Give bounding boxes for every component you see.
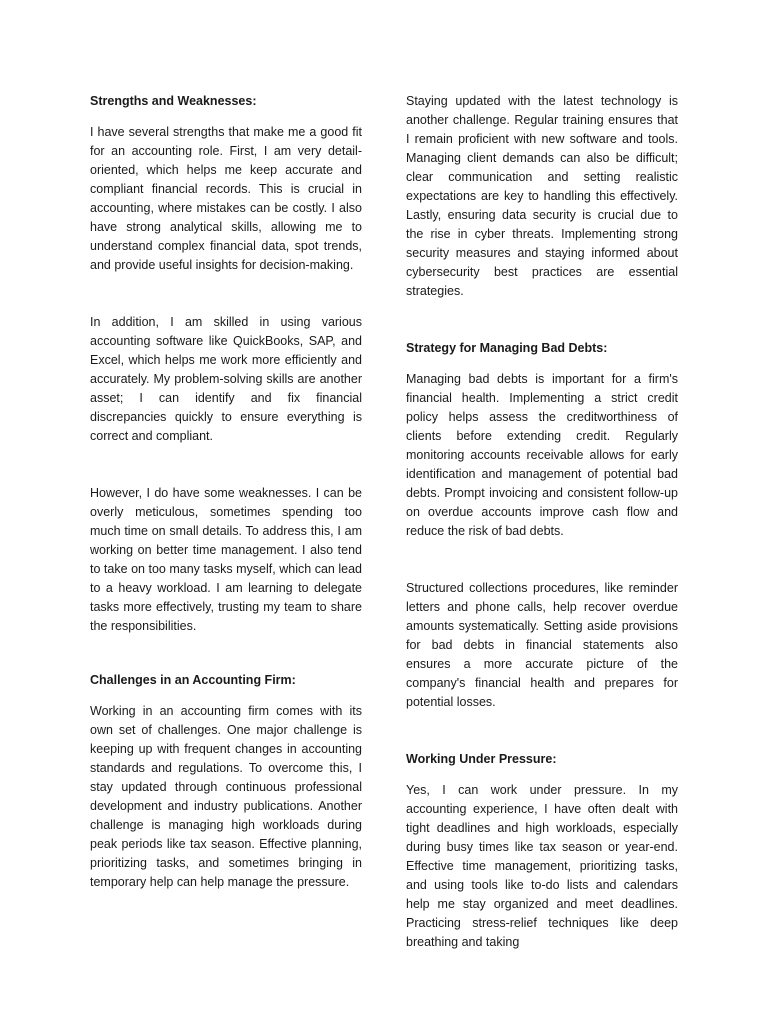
strengths-paragraph-2: In addition, I am skilled in using various accounting software like QuickBooks, SAP, and Excel, which helps me work more efficiently and accurately. My problem-solving skills are another asset; I can identify and fix financial discrepancies quickly to ensure everything is correct and compliant. [90, 315, 362, 443]
bad-debts-heading: Strategy for Managing Bad Debts: [406, 341, 608, 355]
strengths-heading: Strengths and Weaknesses: [90, 94, 257, 108]
challenges-continued-paragraph: Staying updated with the latest technology is another challenge. Regular training ensures that I remain proficient with new software and tools. Managing client demands can also be difficult; clear communication and setting realistic expectations are key to handling this effectively. Lastly, ensuring data security is crucial due to the rise in cyber threats. Implementing strong security measures and staying informed about cybersecurity best practices are essential strategies. [406, 94, 678, 298]
spacer [90, 275, 362, 313]
spacer [406, 541, 678, 579]
challenges-heading: Challenges in an Accounting Firm: [90, 673, 296, 687]
bad-debts-paragraph-2: Structured collections procedures, like reminder letters and phone calls, help recover overdue amounts systematically. Setting aside provisions for bad debts in financial statements also ensures a more accurate picture of the company's financial health and prepares for potential losses. [406, 581, 678, 709]
spacer [90, 446, 362, 484]
spacer [90, 636, 362, 671]
pressure-heading: Working Under Pressure: [406, 752, 557, 766]
bad-debts-paragraph-1: Managing bad debts is important for a firm's financial health. Implementing a strict credit policy helps assess the creditworthiness of clients before extending credit. Regularly monitoring accounts receivable allows for early identification and management of potential bad debts. Prompt invoicing and consistent follow-up on overdue accounts improve cash flow and reduce the risk of bad debts. [406, 372, 678, 538]
strengths-paragraph-1: I have several strengths that make me a good fit for an accounting role. First, I am very detail-oriented, which helps me keep accurate and compliant financial records. This is crucial in accounting, where mistakes can be costly. I also have strong analytical skills, allowing me to understand complex financial data, spot trends, and provide useful insights for decision-making. [90, 125, 362, 272]
weaknesses-paragraph: However, I do have some weaknesses. I can be overly meticulous, sometimes spending too much time on small details. To address this, I am working on better time management. I also tend to take on too many tasks myself, which can lead to a heavy workload. I am learning to delegate tasks more effectively, trusting my team to share the responsibilities. [90, 486, 362, 633]
right-column [406, 92, 678, 952]
pressure-paragraph: Yes, I can work under pressure. In my accounting experience, I have often dealt with tight deadlines and high workloads, especially during busy times like tax season or year-end. Effective time management, prioritizing tasks, and using tools like to-do lists and calendars help me stay organized and meet deadlines. Practicing stress-relief techniques like deep breathing and taking [406, 783, 678, 949]
challenges-paragraph: Working in an accounting firm comes with its own set of challenges. One major challenge is keeping up with frequent changes in accounting standards and regulations. To overcome this, I stay updated through continuous professional development and industry publications. Another challenge is managing high workloads during peak periods like tax season. Effective planning, prioritizing tasks, and sometimes bringing in temporary help can help manage the pressure. [90, 704, 362, 889]
spacer [406, 301, 678, 339]
left-column [90, 92, 362, 892]
spacer [406, 712, 678, 750]
